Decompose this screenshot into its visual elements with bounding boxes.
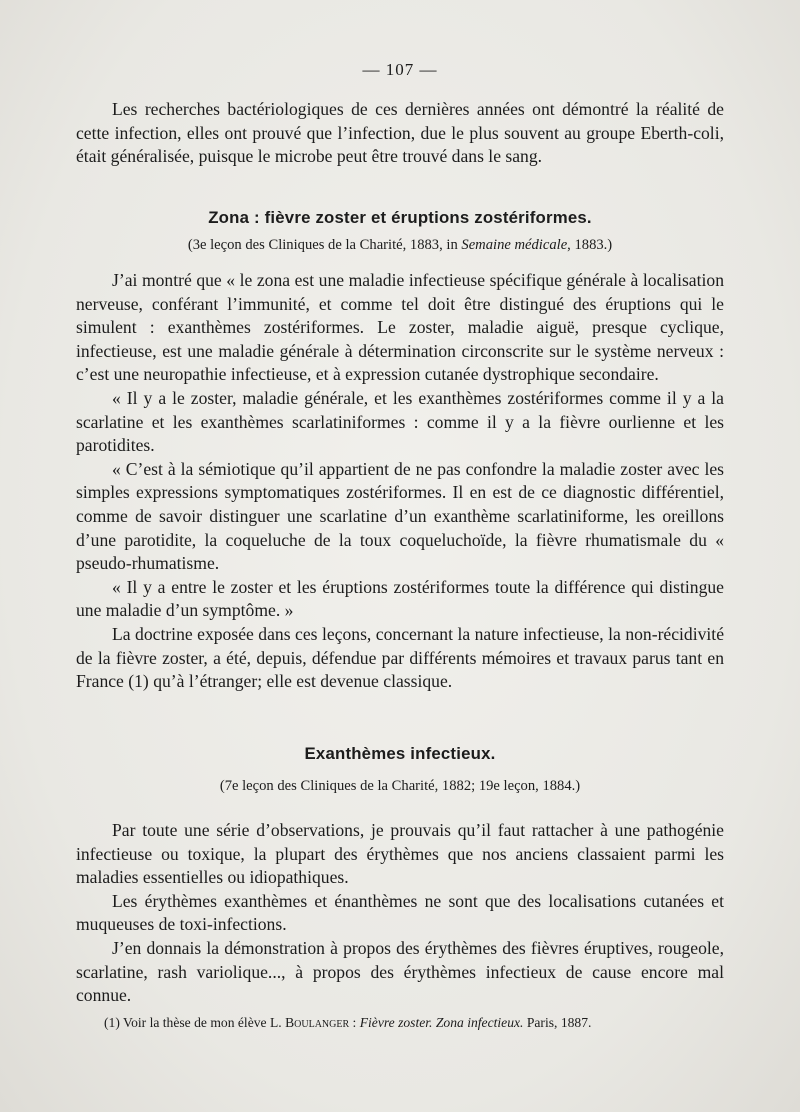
page-number: — 107 — xyxy=(362,60,438,79)
footnote-author: Boulanger xyxy=(285,1015,350,1030)
footnote xyxy=(104,1015,744,1031)
section-source-exanthemes: (7e leçon des Cliniques de la Charité, 1882; 19e leçon, 1884.) xyxy=(219,778,581,794)
intro-block xyxy=(76,98,724,169)
paragraph: « C’est à la sémiotique qu’il appartient de ne pas confondre la maladie zoster avec les simples expressions symptomatiques zostériformes. Il en est de ce diagnostic différentiel, comme de savoir distinguer une scarlatine d’un exanthème scarlatiniforme, les oreillons d’une parotidite, la coqueluche de la toux coqueluchoïde, la fièvre rhumatismale du « pseudo-rhumatisme. xyxy=(76,458,724,574)
section-body-exanthemes xyxy=(76,819,724,1008)
source-journal: Semaine médicale xyxy=(461,237,568,253)
section-source-zona xyxy=(0,237,800,254)
paragraph: J’ai montré que « le zona est une maladie infectieuse spécifique générale à localisation nerveuse, conférant l’immunité, et comme tel doit être distingué des éruptions qui le simulent : exanthèmes zostériformes. Le zoster, maladie aiguë, presque cyclique, infectieuse, est une maladie générale à détermination circonscrite sur le système nerveux : c’est une neuropathie infectieuse, et à expression cutanée dystrophique secondaire. xyxy=(76,270,724,385)
intro-paragraph: Les recherches bactériologiques de ces dernières années ont démontré la réalité de cette infection, elles ont prouvé que l’infection, due le plus souvent au groupe Eberth-coli, était généralisée, puisque le microbe peut être trouvé dans le sang. xyxy=(76,99,724,167)
paragraph: « Il y a entre le zoster et les éruptions zostériformes toute la différence qui distingue une maladie d’un symptôme. » xyxy=(76,576,724,621)
paragraph: J’en donnais la démonstration à propos des érythèmes des fièvres éruptives, rougeole, scarlatine, rash variolique..., à propos des érythèmes infectieux de cause encore mal connue. xyxy=(76,937,724,1006)
footnote-suffix: Paris, 1887. xyxy=(523,1015,592,1030)
section-body-zona xyxy=(76,269,724,694)
paragraph: « Il y a le zoster, maladie générale, et les exanthèmes zostériformes comme il y a la scarlatine et les exanthèmes scarlatiniformes : comme il y a la fièvre ourlienne et les parotidites. xyxy=(76,387,724,456)
footnote-marker[interactable]: (1) xyxy=(128,671,149,692)
footnote-separator: : xyxy=(349,1015,360,1030)
closing-text: La doctrine exposée dans ces leçons, concernant la nature infectieuse, la non-récidivité de la fièvre zoster, a été, depuis, défendue par différents mémoires et travaux parus tant en France xyxy=(76,623,724,692)
paragraph-closing xyxy=(76,623,724,694)
source-suffix: , 1883.) xyxy=(567,237,613,253)
source-prefix: (3e leçon des Cliniques de la Charité, 1883, in xyxy=(187,237,462,253)
closing-text-end: qu’à l’étranger; elle est devenue classique. xyxy=(148,671,453,692)
footnote-title: Fièvre zoster. Zona infectieux. xyxy=(359,1015,524,1030)
section-heading-exanthemes: Exanthèmes infectieux. xyxy=(304,744,496,763)
paragraph: Par toute une série d’observations, je prouvais qu’il faut rattacher à une pathogénie infectieuse ou toxique, la plupart des érythèmes que nos anciens classaient parmi les maladies essentielles ou idiopathiques. xyxy=(76,820,724,888)
footnote-prefix: (1) Voir la thèse de mon élève L. xyxy=(104,1015,286,1030)
paragraph: Les érythèmes exanthèmes et énanthèmes ne sont que des localisations cutanées et muqueuses de toxi-infections. xyxy=(76,890,724,935)
section-heading-zona: Zona : fièvre zoster et éruptions zostériformes. xyxy=(208,208,592,227)
